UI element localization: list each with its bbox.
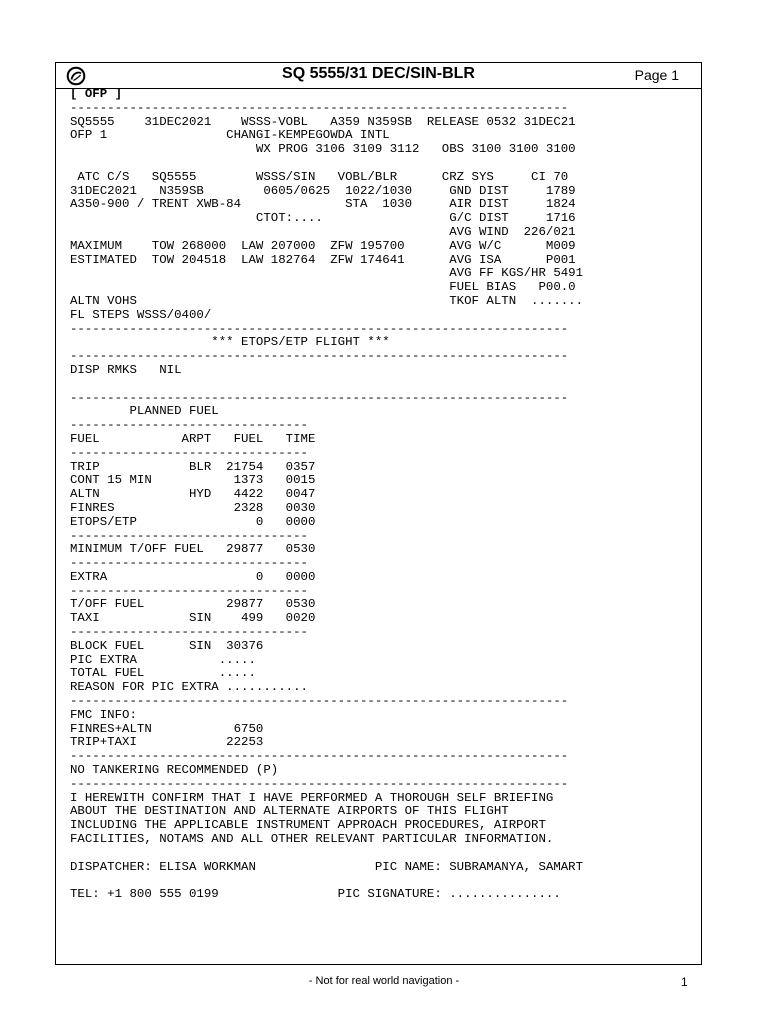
document-header [56, 63, 701, 89]
document-line: ------------------------------------------------------------------- [70, 100, 569, 115]
document-line: PIC EXTRA ..... [70, 652, 256, 667]
document-line: FINRES+ALTN 6750 [70, 721, 264, 736]
document-line: CONT 15 MIN 1373 0015 [70, 473, 316, 488]
document-line: ALTN HYD 4422 0047 [70, 487, 316, 502]
document-line: -------------------------------- [70, 583, 308, 598]
document-line: MAXIMUM TOW 268000 LAW 207000 ZFW 195700 AVG W/C M009 [70, 238, 576, 253]
document-line: TAXI SIN 499 0020 [70, 611, 316, 626]
document-line: ABOUT THE DESTINATION AND ALTERNATE AIRPORTS OF THIS FLIGHT [70, 804, 509, 819]
document-line: AVG WIND 226/021 [70, 224, 576, 239]
document-line: REASON FOR PIC EXTRA ........... [70, 680, 308, 695]
document-line: -------------------------------- [70, 528, 308, 543]
document-line: MINIMUM T/OFF FUEL 29877 0530 [70, 542, 316, 557]
document-line: A350-900 / TRENT XWB-84 STA 1030 AIR DIST 1824 [70, 197, 576, 212]
document-line: TEL: +1 800 555 0199 PIC SIGNATURE: ............... [70, 887, 561, 902]
document-line: TRIP BLR 21754 0357 [70, 459, 316, 474]
document-line: ------------------------------------------------------------------- [70, 776, 569, 791]
document-line: I HEREWITH CONFIRM THAT I HAVE PERFORMED A THOROUGH SELF BRIEFING [70, 790, 554, 805]
document-line: -------------------------------- [70, 625, 308, 640]
document-line: FMC INFO: [70, 707, 137, 722]
footer-page-number: 1 [681, 975, 688, 989]
document-line: -------------------------------- [70, 418, 308, 433]
document-line: FUEL ARPT FUEL TIME [70, 431, 316, 446]
document-line: DISPATCHER: ELISA WORKMAN PIC NAME: SUBRAMANYA, SAMART [70, 859, 584, 874]
document-line: DISP RMKS NIL [70, 362, 182, 377]
document-line: AVG FF KGS/HR 5491 [70, 266, 584, 281]
document-line: *** ETOPS/ETP FLIGHT *** [70, 335, 390, 350]
document-line: TOTAL FUEL ..... [70, 666, 256, 681]
document-line: ALTN VOHS TKOF ALTN ....... [70, 293, 584, 308]
document-line: FUEL BIAS P00.0 [70, 280, 576, 295]
document-line: FL STEPS WSSS/0400/ [70, 307, 212, 322]
document-line: ------------------------------------------------------------------- [70, 694, 569, 709]
footer-disclaimer: - Not for real world navigation - [308, 975, 460, 987]
ofp-document-body [70, 88, 583, 916]
document-line: TRIP+TAXI 22253 [70, 735, 264, 750]
document-line: -------------------------------- [70, 445, 308, 460]
document-line: EXTRA 0 0000 [70, 569, 316, 584]
page-label: Page 1 [634, 67, 679, 83]
document-line: ------------------------------------------------------------------- [70, 321, 569, 336]
document-line: ------------------------------------------------------------------- [70, 390, 569, 405]
document-line: ------------------------------------------------------------------- [70, 749, 569, 764]
document-line: T/OFF FUEL 29877 0530 [70, 597, 316, 612]
document-line: ESTIMATED TOW 204518 LAW 182764 ZFW 174641 AVG ISA P001 [70, 252, 576, 267]
document-line: ETOPS/ETP 0 0000 [70, 514, 316, 529]
ofp-document-lines [70, 101, 583, 901]
document-line: INCLUDING THE APPLICABLE INSTRUMENT APPROACH PROCEDURES, AIRPORT [70, 818, 546, 833]
document-line: SQ5555 31DEC2021 WSSS-VOBL A359 N359SB RELEASE 0532 31DEC21 [70, 114, 576, 129]
flight-title: SQ 5555/31 DEC/SIN-BLR [282, 65, 475, 82]
ofp-tag: [ OFP ] [70, 87, 123, 101]
document-line: ------------------------------------------------------------------- [70, 349, 569, 364]
document-line: FACILITIES, NOTAMS AND ALL OTHER RELEVANT PARTICULAR INFORMATION. [70, 832, 554, 847]
document-line: BLOCK FUEL SIN 30376 [70, 638, 264, 653]
document-line: OFP 1 CHANGI-KEMPEGOWDA INTL [70, 128, 390, 143]
document-frame [55, 62, 702, 965]
document-line: 31DEC2021 N359SB 0605/0625 1022/1030 GND DIST 1789 [70, 183, 576, 198]
document-line: NO TANKERING RECOMMENDED (P) [70, 763, 279, 778]
document-line: FINRES 2328 0030 [70, 500, 316, 515]
document-line: CTOT:.... G/C DIST 1716 [70, 211, 576, 226]
document-line: PLANNED FUEL [70, 404, 219, 419]
document-line: WX PROG 3106 3109 3112 OBS 3100 3100 3100 [70, 142, 576, 157]
document-line: -------------------------------- [70, 556, 308, 571]
document-line: ATC C/S SQ5555 WSSS/SIN VOBL/BLR CRZ SYS CI 70 [70, 169, 569, 184]
